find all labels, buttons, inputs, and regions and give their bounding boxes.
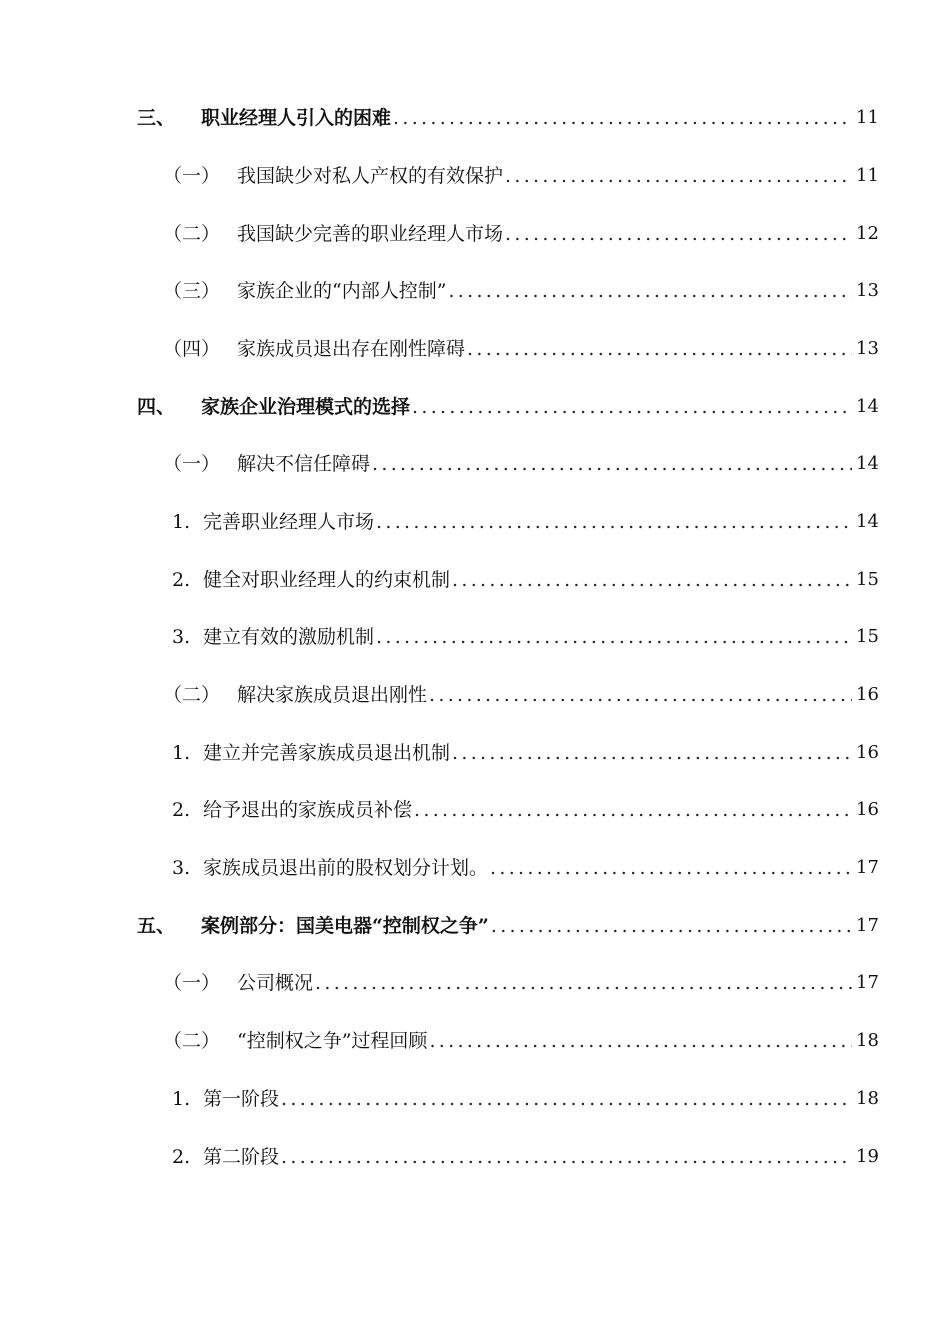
entry-number: （一） [163,453,221,475]
dot-leader [505,214,852,254]
entry-title: 第一阶段 [203,1088,280,1110]
toc-entry-subsection[interactable] [0,790,950,830]
dot-leader [393,98,852,138]
entry-number: （三） [163,280,221,302]
toc-entry-subsection[interactable] [0,1079,950,1119]
entry-title: 公司概况 [237,972,314,994]
entry-number: 三、 [137,107,176,129]
entry-number: 2. [172,569,191,591]
page-number: 14 [856,511,879,532]
entry-number: 3. [172,857,191,879]
entry-number: 2. [172,1146,191,1168]
dot-leader [315,963,852,1003]
dot-leader [505,156,852,196]
page-number: 18 [856,1030,879,1051]
page-number: 15 [856,569,879,590]
entry-title: 建立有效的激励机制 [203,626,375,648]
page-number: 17 [856,972,879,993]
entry-number: 1. [172,1088,191,1110]
entry-number: （一） [163,972,221,994]
page-number: 19 [856,1146,879,1167]
dot-leader [429,1021,852,1061]
dot-leader [448,271,852,311]
entry-title: 解决家族成员退出刚性 [237,684,428,706]
page-number: 17 [856,857,879,878]
dot-leader [412,387,852,427]
page-number: 11 [856,165,879,186]
entry-title: 健全对职业经理人的约束机制 [203,569,451,591]
entry-number: 1. [172,742,191,764]
entry-title: 职业经理人引入的困难 [201,107,392,129]
dot-leader [429,675,852,715]
page-number: 13 [856,338,879,359]
entry-number: （四） [163,338,221,360]
entry-number: 四、 [137,396,176,418]
dot-leader [414,790,852,830]
toc-entry-subsection[interactable] [0,502,950,542]
dot-leader [281,1079,852,1119]
entry-title: 建立并完善家族成员退出机制 [203,742,451,764]
toc-entry-section[interactable] [0,444,950,484]
dot-leader [281,1137,852,1177]
page-number: 16 [856,799,879,820]
entry-title: 第二阶段 [203,1146,280,1168]
page-number: 16 [856,742,879,763]
toc-entry-chapter-3[interactable] [0,98,950,138]
page-number: 14 [856,396,879,417]
page-number: 12 [856,223,879,244]
dot-leader [491,906,852,946]
entry-number: （二） [163,684,221,706]
dot-leader [467,329,852,369]
toc-entry-section[interactable] [0,271,950,311]
toc-entry-chapter-4[interactable] [0,387,950,427]
dot-leader [452,560,852,600]
entry-number: （一） [163,165,221,187]
toc-entry-section[interactable] [0,329,950,369]
page-number: 11 [856,107,879,128]
toc-entry-section[interactable] [0,963,950,1003]
entry-title: 我国缺少完善的职业经理人市场 [237,223,504,245]
toc-entry-section[interactable] [0,156,950,196]
entry-number: 1. [172,511,191,533]
entry-number: 2. [172,799,191,821]
dot-leader [452,733,852,773]
dot-leader [376,502,852,542]
toc-entry-section[interactable] [0,1021,950,1061]
entry-title: 完善职业经理人市场 [203,511,375,533]
entry-title: 案例部分：国美电器“控制权之争” [201,915,489,937]
toc-entry-subsection[interactable] [0,733,950,773]
page-number: 13 [856,280,879,301]
entry-number: （二） [163,223,221,245]
entry-number: 五、 [137,915,176,937]
entry-title: 给予退出的家族成员补偿 [203,799,413,821]
page-number: 16 [856,684,879,705]
entry-number: （二） [163,1030,221,1052]
dot-leader [376,617,852,657]
toc-entry-section[interactable] [0,675,950,715]
toc-entry-subsection[interactable] [0,560,950,600]
page-number: 18 [856,1088,879,1109]
entry-title: “控制权之争”过程回顾 [237,1030,428,1052]
toc-entry-subsection[interactable] [0,617,950,657]
page-number: 15 [856,626,879,647]
page-number: 17 [856,915,879,936]
entry-title: 家族企业的“内部人控制” [237,280,447,302]
dot-leader [372,444,852,484]
entry-title: 家族成员退出前的股权划分计划。 [203,857,489,879]
dot-leader [490,848,852,888]
toc-entry-chapter-5[interactable] [0,906,950,946]
entry-title: 家族企业治理模式的选择 [201,396,411,418]
entry-title: 解决不信任障碍 [237,453,371,475]
entry-title: 我国缺少对私人产权的有效保护 [237,165,504,187]
toc-entry-subsection[interactable] [0,848,950,888]
toc-entry-subsection[interactable] [0,1137,950,1177]
page-number: 14 [856,453,879,474]
toc-entry-section[interactable] [0,214,950,254]
entry-title: 家族成员退出存在刚性障碍 [237,338,466,360]
entry-number: 3. [172,626,191,648]
